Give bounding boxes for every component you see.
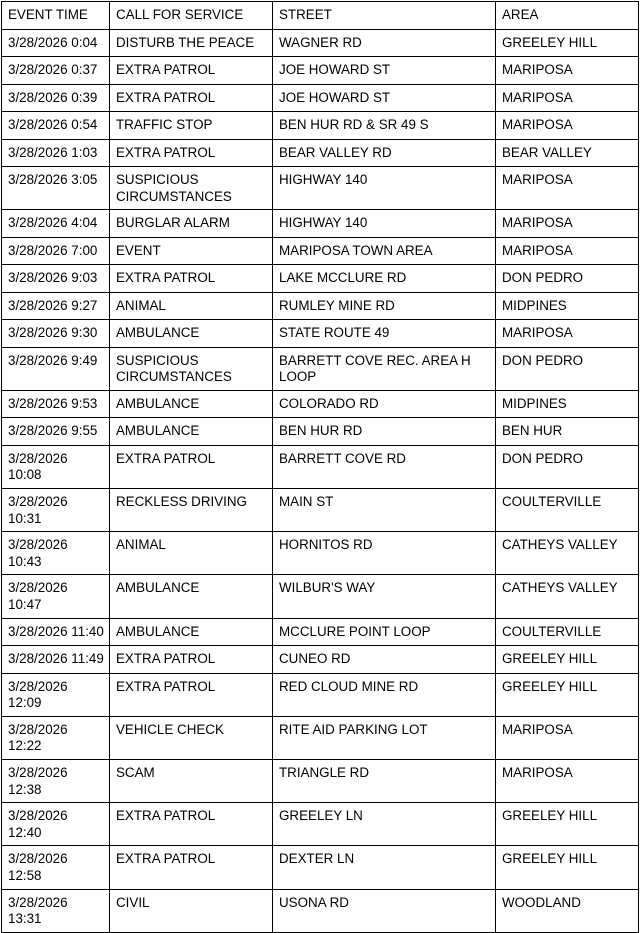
table-header-row — [2, 2, 639, 30]
cell-street: BEN HUR RD — [273, 418, 496, 446]
cell-area: DON PEDRO — [496, 265, 639, 293]
table-row — [2, 390, 639, 418]
cell-area: GREELEY HILL — [496, 29, 639, 57]
table-row — [2, 760, 639, 803]
cell-area: DON PEDRO — [496, 347, 639, 390]
cell-call-for-service: EXTRA PATROL — [110, 139, 273, 167]
cell-event-time: 3/28/2026 13:31 — [2, 889, 110, 932]
cell-call-for-service: BURGLAR ALARM — [110, 210, 273, 238]
table-row — [2, 167, 639, 210]
cell-call-for-service: EXTRA PATROL — [110, 445, 273, 488]
cell-street: GREELEY LN — [273, 803, 496, 846]
table-row — [2, 673, 639, 716]
cell-street: STATE ROUTE 49 — [273, 320, 496, 348]
cell-street: MAIN ST — [273, 489, 496, 532]
cell-street: JOE HOWARD ST — [273, 84, 496, 112]
cell-event-time: 3/28/2026 0:37 — [2, 57, 110, 85]
cell-street: RED CLOUD MINE RD — [273, 673, 496, 716]
cell-street: WAGNER RD — [273, 29, 496, 57]
cell-call-for-service: EXTRA PATROL — [110, 803, 273, 846]
cell-call-for-service: DISTURB THE PEACE — [110, 29, 273, 57]
cell-event-time: 3/28/2026 9:03 — [2, 265, 110, 293]
cell-call-for-service: VEHICLE CHECK — [110, 716, 273, 759]
table-row — [2, 532, 639, 575]
cell-area: MARIPOSA — [496, 112, 639, 140]
table-row — [2, 320, 639, 348]
cell-call-for-service: ANIMAL — [110, 292, 273, 320]
header-street: STREET — [273, 2, 496, 30]
call-log-table — [1, 1, 639, 933]
cell-street: BARRETT COVE RD — [273, 445, 496, 488]
table-row — [2, 237, 639, 265]
cell-event-time: 3/28/2026 9:30 — [2, 320, 110, 348]
cell-area: MARIPOSA — [496, 167, 639, 210]
cell-event-time: 3/28/2026 4:04 — [2, 210, 110, 238]
cell-event-time: 3/28/2026 12:09 — [2, 673, 110, 716]
table-row — [2, 210, 639, 238]
table-row — [2, 445, 639, 488]
cell-area: GREELEY HILL — [496, 646, 639, 674]
table-row — [2, 618, 639, 646]
cell-call-for-service: EXTRA PATROL — [110, 265, 273, 293]
cell-call-for-service: EXTRA PATROL — [110, 57, 273, 85]
cell-call-for-service: AMBULANCE — [110, 320, 273, 348]
cell-call-for-service: ANIMAL — [110, 532, 273, 575]
cell-call-for-service: AMBULANCE — [110, 575, 273, 618]
cell-event-time: 3/28/2026 12:58 — [2, 846, 110, 889]
cell-event-time: 3/28/2026 3:05 — [2, 167, 110, 210]
cell-street: RITE AID PARKING LOT — [273, 716, 496, 759]
cell-area: MARIPOSA — [496, 84, 639, 112]
cell-event-time: 3/28/2026 12:40 — [2, 803, 110, 846]
table-row — [2, 139, 639, 167]
cell-call-for-service: EXTRA PATROL — [110, 84, 273, 112]
cell-street: DEXTER LN — [273, 846, 496, 889]
cell-area: BEAR VALLEY — [496, 139, 639, 167]
cell-call-for-service: CIVIL — [110, 889, 273, 932]
cell-area: MARIPOSA — [496, 237, 639, 265]
cell-area: COULTERVILLE — [496, 489, 639, 532]
cell-event-time: 3/28/2026 0:04 — [2, 29, 110, 57]
table-row — [2, 292, 639, 320]
cell-event-time: 3/28/2026 0:39 — [2, 84, 110, 112]
cell-event-time: 3/28/2026 1:03 — [2, 139, 110, 167]
cell-event-time: 3/28/2026 9:53 — [2, 390, 110, 418]
cell-area: MARIPOSA — [496, 210, 639, 238]
cell-area: MIDPINES — [496, 292, 639, 320]
cell-area: COULTERVILLE — [496, 618, 639, 646]
table-row — [2, 29, 639, 57]
cell-area: GREELEY HILL — [496, 803, 639, 846]
cell-area: WOODLAND — [496, 889, 639, 932]
cell-area: MARIPOSA — [496, 760, 639, 803]
table-row — [2, 803, 639, 846]
table-row — [2, 889, 639, 932]
cell-street: HIGHWAY 140 — [273, 210, 496, 238]
cell-event-time: 3/28/2026 10:47 — [2, 575, 110, 618]
cell-event-time: 3/28/2026 12:22 — [2, 716, 110, 759]
cell-area: MARIPOSA — [496, 320, 639, 348]
cell-event-time: 3/28/2026 9:49 — [2, 347, 110, 390]
table-body — [2, 29, 639, 932]
cell-area: BEN HUR — [496, 418, 639, 446]
header-call-for-service: CALL FOR SERVICE — [110, 2, 273, 30]
cell-event-time: 3/28/2026 10:43 — [2, 532, 110, 575]
table-row — [2, 846, 639, 889]
cell-event-time: 3/28/2026 12:38 — [2, 760, 110, 803]
cell-area: MARIPOSA — [496, 716, 639, 759]
cell-call-for-service: AMBULANCE — [110, 618, 273, 646]
cell-street: COLORADO RD — [273, 390, 496, 418]
table-row — [2, 112, 639, 140]
cell-street: WILBUR'S WAY — [273, 575, 496, 618]
cell-area: MIDPINES — [496, 390, 639, 418]
cell-street: RUMLEY MINE RD — [273, 292, 496, 320]
header-area: AREA — [496, 2, 639, 30]
cell-call-for-service: RECKLESS DRIVING — [110, 489, 273, 532]
cell-call-for-service: SUSPICIOUS CIRCUMSTANCES — [110, 167, 273, 210]
cell-street: HORNITOS RD — [273, 532, 496, 575]
cell-call-for-service: TRAFFIC STOP — [110, 112, 273, 140]
table-row — [2, 84, 639, 112]
table-row — [2, 575, 639, 618]
cell-area: CATHEYS VALLEY — [496, 575, 639, 618]
header-event-time: EVENT TIME — [2, 2, 110, 30]
cell-street: MARIPOSA TOWN AREA — [273, 237, 496, 265]
cell-street: LAKE MCCLURE RD — [273, 265, 496, 293]
cell-call-for-service: SUSPICIOUS CIRCUMSTANCES — [110, 347, 273, 390]
cell-call-for-service: AMBULANCE — [110, 390, 273, 418]
cell-event-time: 3/28/2026 11:40 — [2, 618, 110, 646]
cell-call-for-service: EXTRA PATROL — [110, 646, 273, 674]
cell-area: CATHEYS VALLEY — [496, 532, 639, 575]
cell-street: HIGHWAY 140 — [273, 167, 496, 210]
cell-area: GREELEY HILL — [496, 846, 639, 889]
cell-event-time: 3/28/2026 7:00 — [2, 237, 110, 265]
cell-street: USONA RD — [273, 889, 496, 932]
table-row — [2, 489, 639, 532]
cell-event-time: 3/28/2026 0:54 — [2, 112, 110, 140]
table-row — [2, 57, 639, 85]
cell-street: JOE HOWARD ST — [273, 57, 496, 85]
cell-call-for-service: SCAM — [110, 760, 273, 803]
cell-street: TRIANGLE RD — [273, 760, 496, 803]
cell-area: DON PEDRO — [496, 445, 639, 488]
cell-street: BEAR VALLEY RD — [273, 139, 496, 167]
cell-event-time: 3/28/2026 10:08 — [2, 445, 110, 488]
cell-street: CUNEO RD — [273, 646, 496, 674]
cell-area: GREELEY HILL — [496, 673, 639, 716]
cell-street: BEN HUR RD & SR 49 S — [273, 112, 496, 140]
cell-call-for-service: EXTRA PATROL — [110, 846, 273, 889]
cell-area: MARIPOSA — [496, 57, 639, 85]
table-row — [2, 347, 639, 390]
cell-event-time: 3/28/2026 9:27 — [2, 292, 110, 320]
table-row — [2, 265, 639, 293]
cell-event-time: 3/28/2026 11:49 — [2, 646, 110, 674]
table-row — [2, 418, 639, 446]
cell-event-time: 3/28/2026 10:31 — [2, 489, 110, 532]
cell-street: BARRETT COVE REC. AREA H LOOP — [273, 347, 496, 390]
cell-call-for-service: EXTRA PATROL — [110, 673, 273, 716]
table-row — [2, 646, 639, 674]
cell-event-time: 3/28/2026 9:55 — [2, 418, 110, 446]
cell-street: MCCLURE POINT LOOP — [273, 618, 496, 646]
cell-call-for-service: AMBULANCE — [110, 418, 273, 446]
cell-call-for-service: EVENT — [110, 237, 273, 265]
table-row — [2, 716, 639, 759]
